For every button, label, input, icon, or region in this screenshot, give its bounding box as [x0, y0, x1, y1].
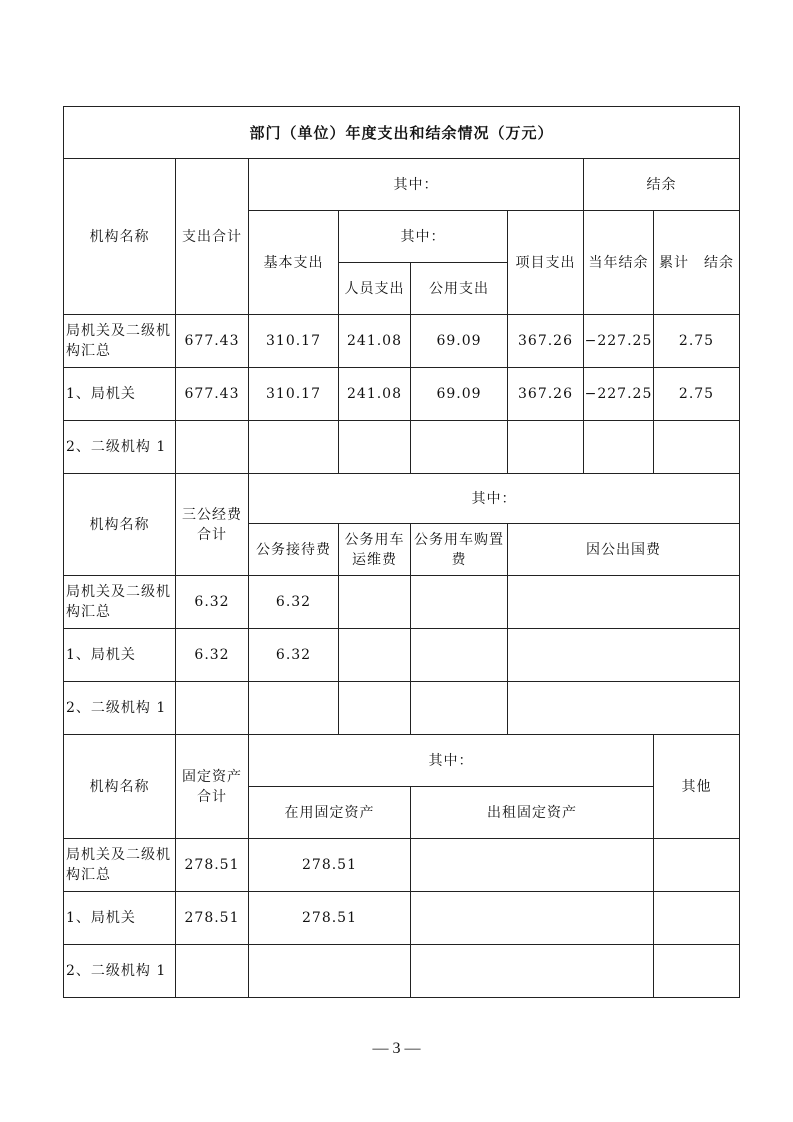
s3-of-which-header: 其中：: [249, 735, 654, 787]
s1-cell-cum-balance: 2.75: [654, 368, 740, 421]
s1-cell-total: [176, 421, 249, 474]
s3-in-use-header: 在用固定资产: [249, 787, 411, 839]
s1-row-name: 2、二级机构 1: [64, 421, 176, 474]
s1-cell-basic: 310.17: [249, 368, 339, 421]
table-row: [64, 892, 740, 945]
s2-cell-total: 6.32: [176, 629, 249, 682]
table-row: [64, 839, 740, 892]
table-row: [64, 368, 740, 421]
s1-cell-year-balance: −227.25: [584, 315, 654, 368]
s2-of-which-header: 其中：: [249, 474, 740, 524]
s3-total-header: 固定资产合计: [176, 735, 249, 839]
s2-row-name: 局机关及二级机构汇总: [64, 576, 176, 629]
s2-cell-reception: 6.32: [249, 629, 339, 682]
s2-cell-overseas: [508, 629, 740, 682]
s2-cell-total: [176, 682, 249, 735]
s1-cell-year-balance: [584, 421, 654, 474]
table-row: [64, 945, 740, 998]
s1-cell-personnel: [339, 421, 411, 474]
s2-vehicle-ops-header: 公务用车运维费: [339, 524, 411, 576]
s3-row-name: 2、二级机构 1: [64, 945, 176, 998]
s1-cell-total: 677.43: [176, 368, 249, 421]
s1-cell-project: [508, 421, 584, 474]
s1-of-which-header: 其中：: [249, 159, 584, 211]
s2-cell-vehicle-purchase: [411, 682, 508, 735]
s2-cell-overseas: [508, 682, 740, 735]
s1-cell-project: 367.26: [508, 315, 584, 368]
s3-row-name: 1、局机关: [64, 892, 176, 945]
s1-basic-header: 基本支出: [249, 211, 339, 315]
s1-cell-cum-balance: 2.75: [654, 315, 740, 368]
s1-row-name: 局机关及二级机构汇总: [64, 315, 176, 368]
s1-cell-year-balance: −227.25: [584, 368, 654, 421]
s3-other-header: 其他: [654, 735, 740, 839]
s2-vehicle-purchase-header: 公务用车购置费: [411, 524, 508, 576]
s1-public-use-header: 公用支出: [411, 263, 508, 315]
s1-personnel-header: 人员支出: [339, 263, 411, 315]
s1-project-header: 项目支出: [508, 211, 584, 315]
s3-cell-other: [654, 839, 740, 892]
s3-leased-header: 出租固定资产: [411, 787, 654, 839]
s1-org-name-header: 机构名称: [64, 159, 176, 315]
s1-balance-header: 结余: [584, 159, 740, 211]
s3-cell-total: 278.51: [176, 892, 249, 945]
s1-row-name: 1、局机关: [64, 368, 176, 421]
table-row: [64, 421, 740, 474]
table-title: 部门（单位）年度支出和结余情况（万元）: [64, 107, 740, 159]
s1-cell-personnel: 241.08: [339, 315, 411, 368]
s1-cell-project: 367.26: [508, 368, 584, 421]
s3-cell-in-use: 278.51: [249, 839, 411, 892]
s3-cell-other: [654, 892, 740, 945]
s2-row-name: 1、局机关: [64, 629, 176, 682]
s2-cell-vehicle-ops: [339, 576, 411, 629]
s2-reception-header: 公务接待费: [249, 524, 339, 576]
table-row: [64, 576, 740, 629]
s3-cell-other: [654, 945, 740, 998]
s2-row-name: 2、二级机构 1: [64, 682, 176, 735]
s1-total-header: 支出合计: [176, 159, 249, 315]
table-row: [64, 315, 740, 368]
s2-org-name-header: 机构名称: [64, 474, 176, 576]
s1-cell-public-use: [411, 421, 508, 474]
s1-year-balance-header: 当年结余: [584, 211, 654, 315]
s2-cell-vehicle-purchase: [411, 629, 508, 682]
s2-cell-reception: [249, 682, 339, 735]
s2-cell-vehicle-purchase: [411, 576, 508, 629]
s2-cell-vehicle-ops: [339, 682, 411, 735]
s2-cell-total: 6.32: [176, 576, 249, 629]
s3-cell-total: [176, 945, 249, 998]
s2-cell-overseas: [508, 576, 740, 629]
s3-cell-leased: [411, 892, 654, 945]
expenditure-report-table: [63, 106, 740, 998]
table-row: [64, 682, 740, 735]
s3-cell-in-use: 278.51: [249, 892, 411, 945]
s3-org-name-header: 机构名称: [64, 735, 176, 839]
s2-cell-vehicle-ops: [339, 629, 411, 682]
s3-row-name: 局机关及二级机构汇总: [64, 839, 176, 892]
s1-cell-basic: 310.17: [249, 315, 339, 368]
s1-cell-total: 677.43: [176, 315, 249, 368]
s1-cell-cum-balance: [654, 421, 740, 474]
s1-of-which2-header: 其中：: [339, 211, 508, 263]
s3-cell-leased: [411, 839, 654, 892]
s1-cell-public-use: 69.09: [411, 368, 508, 421]
s3-cell-total: 278.51: [176, 839, 249, 892]
s3-cell-leased: [411, 945, 654, 998]
page-number: — 3 —: [372, 1040, 421, 1057]
s1-cell-public-use: 69.09: [411, 315, 508, 368]
s3-cell-in-use: [249, 945, 411, 998]
table-row: [64, 629, 740, 682]
s2-cell-reception: 6.32: [249, 576, 339, 629]
s1-cell-personnel: 241.08: [339, 368, 411, 421]
s1-cell-basic: [249, 421, 339, 474]
s1-cum-balance-header: 累计 结余: [654, 211, 740, 315]
s2-overseas-header: 因公出国费: [508, 524, 740, 576]
s2-total-header: 三公经费合计: [176, 474, 249, 576]
